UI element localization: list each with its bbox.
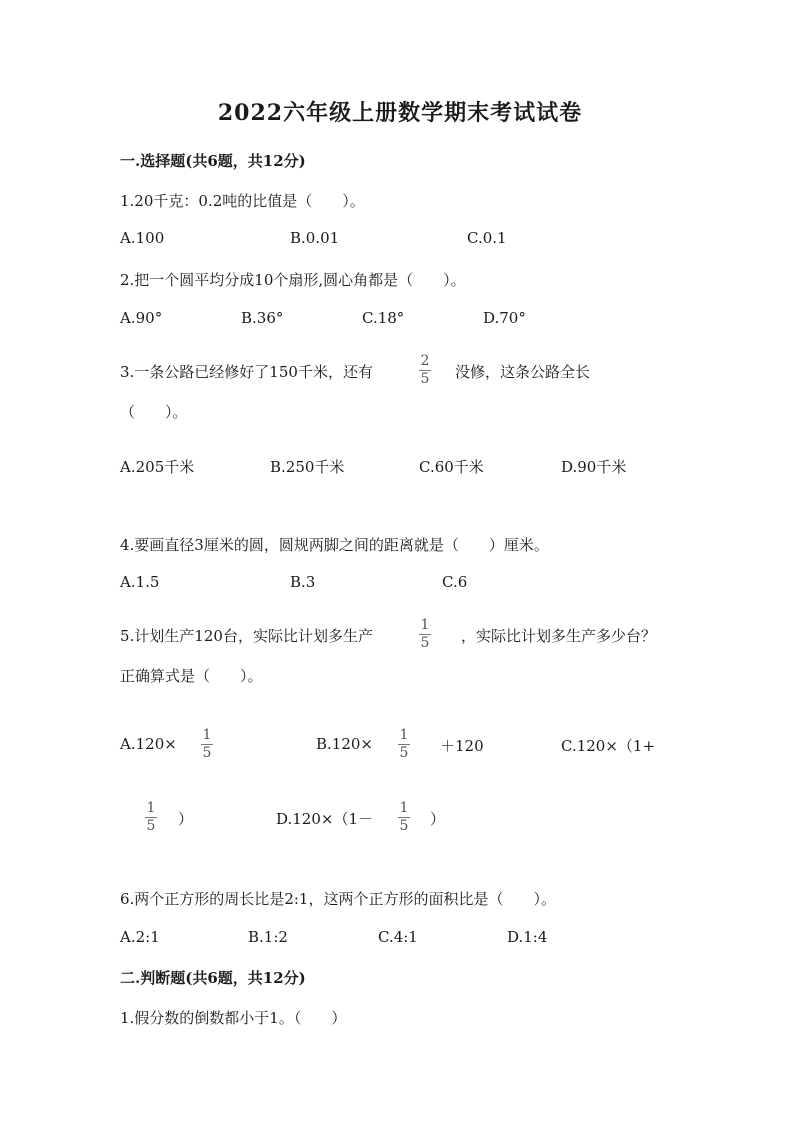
q6-option-b: B.1:2 <box>248 928 288 946</box>
q5-fraction <box>417 618 433 651</box>
fraction-numerator: 2 <box>420 353 430 369</box>
question-6: 6.两个正方形的周长比是2:1，这两个正方形的面积比是（ ）。 <box>120 890 556 908</box>
q3-option-a: A.205千米 <box>120 458 195 476</box>
fraction-numerator: 1 <box>399 800 409 816</box>
section-heading-choice: 一.选择题(共6题，共12分) <box>120 152 306 170</box>
question-4: 4.要画直径3厘米的圆，圆规两脚之间的距离就是（ ）厘米。 <box>120 536 549 554</box>
question-3-continued: 没修，这条公路全长 <box>455 363 591 381</box>
fraction-numerator: 1 <box>146 800 156 816</box>
q5-option-d-fraction <box>396 801 412 834</box>
q1-option-a: A.100 <box>120 229 165 247</box>
q1-option-c: C.0.1 <box>467 229 507 247</box>
q3-option-b: B.250千米 <box>270 458 345 476</box>
question-5: 5.计划生产120台，实际比计划多生产 <box>120 627 373 645</box>
question-3: 3.一条公路已经修好了150千米，还有 <box>120 363 373 381</box>
question-5-line2: 正确算式是（ ）。 <box>120 667 263 685</box>
fraction-numerator: 1 <box>420 617 430 633</box>
q3-option-c: C.60千米 <box>419 458 484 476</box>
q4-option-a: A.1.5 <box>120 573 160 591</box>
q3-option-d: D.90千米 <box>561 458 627 476</box>
fraction-numerator: 1 <box>399 727 409 743</box>
fraction-numerator: 1 <box>202 727 212 743</box>
section-heading-judgment: 二.判断题(共6题，共12分) <box>120 969 306 987</box>
q2-option-a: A.90° <box>120 309 163 327</box>
q5-option-b-suffix: ＋120 <box>440 737 484 755</box>
q2-option-d: D.70° <box>483 309 526 327</box>
q5-option-a: A.120× <box>120 735 177 753</box>
q1-option-b: B.0.01 <box>290 229 340 247</box>
q5-option-b: B.120× <box>316 735 373 753</box>
q4-option-c: C.6 <box>442 573 468 591</box>
q5-option-d-suffix: ） <box>430 810 446 828</box>
page-title: 2022六年级上册数学期末考试试卷 <box>217 100 583 126</box>
fraction-denominator: 5 <box>399 818 409 834</box>
q3-fraction <box>417 354 433 387</box>
fraction-denominator: 5 <box>202 745 212 761</box>
fraction-denominator: 5 <box>420 635 430 651</box>
q2-option-b: B.36° <box>241 309 284 327</box>
question-1: 1.20千克：0.2吨的比值是（ ）。 <box>120 192 365 210</box>
fraction-denominator: 5 <box>420 371 430 387</box>
q6-option-c: C.4:1 <box>378 928 418 946</box>
question-2: 2.把一个圆平均分成10个扇形,圆心角都是（ ）。 <box>120 271 466 289</box>
q5-option-d: D.120×（1－ <box>276 810 374 828</box>
q5-option-a-fraction <box>199 728 215 761</box>
q5-option-c-suffix: ） <box>178 810 194 828</box>
q4-option-b: B.3 <box>290 573 316 591</box>
q2-option-c: C.18° <box>362 309 405 327</box>
q6-option-a: A.2:1 <box>120 928 160 946</box>
fraction-denominator: 5 <box>399 745 409 761</box>
q6-option-d: D.1:4 <box>507 928 548 946</box>
q5-option-c: C.120×（1+ <box>561 737 656 755</box>
q5-option-c-fraction <box>143 801 159 834</box>
fraction-denominator: 5 <box>146 818 156 834</box>
question-3-line2: （ ）。 <box>120 403 188 421</box>
judgment-1: 1.假分数的倒数都小于1。（ ） <box>120 1009 347 1027</box>
q5-option-b-fraction <box>396 728 412 761</box>
question-5-continued: ，实际比计划多生产多少台？ <box>461 627 657 645</box>
